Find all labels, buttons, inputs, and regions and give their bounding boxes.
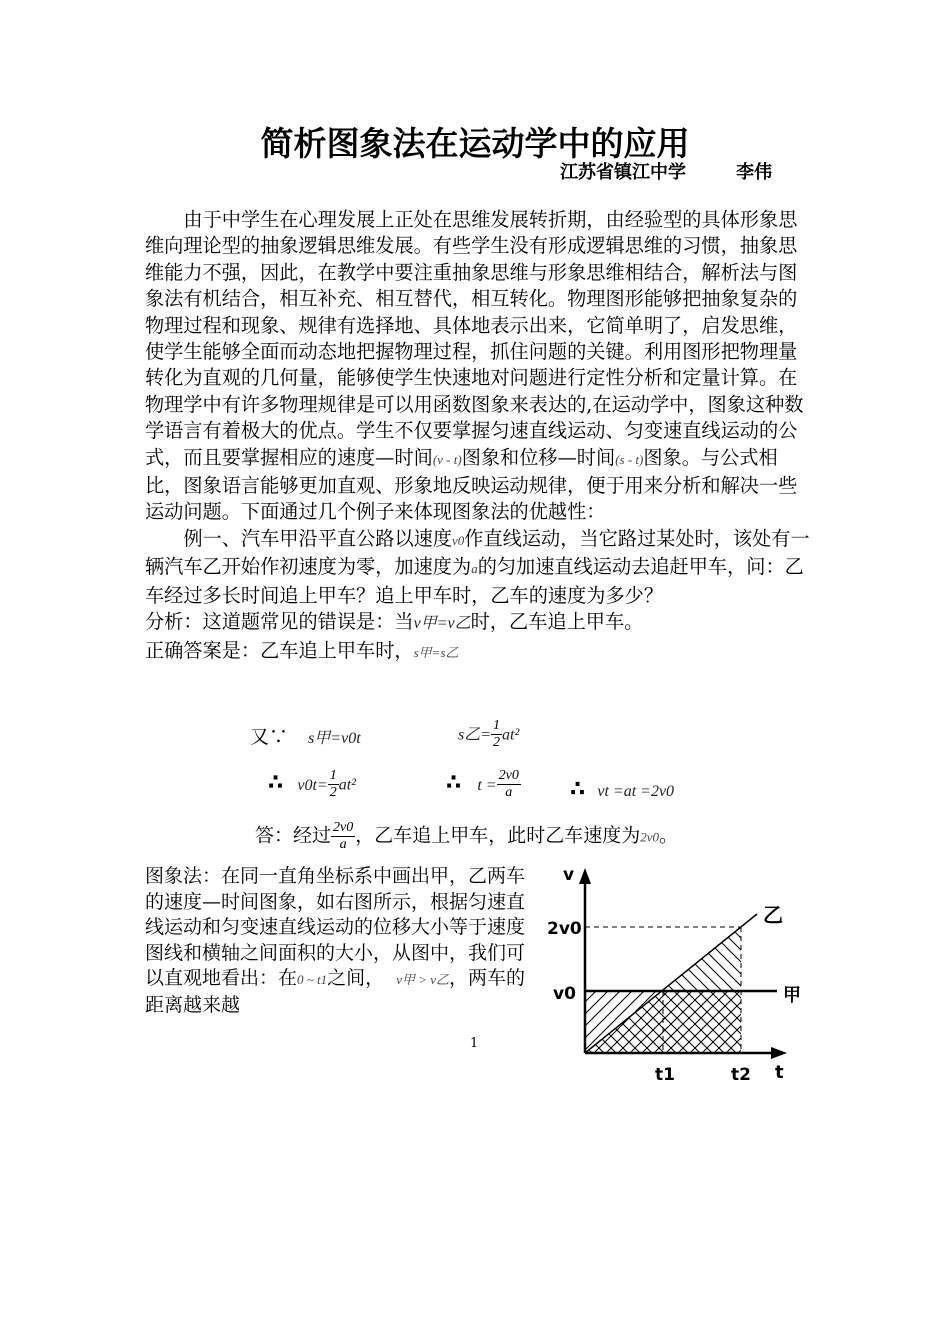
example-text-3: 的匀加速直线运动去追赶甲车，问：乙车经过多长时间追上甲车？追上甲车时，乙车的速度为多少？: [145, 555, 804, 607]
because-symbol: 又∵: [250, 726, 289, 748]
analysis-condition: v甲=v乙: [413, 615, 471, 633]
label-v0: v0: [553, 984, 576, 1004]
st-notation: (s - t): [615, 451, 644, 467]
analysis-label: 分析：这道题常见的错误是：当: [145, 610, 414, 634]
t-fraction: [497, 768, 521, 801]
at-squared-2: at²: [338, 776, 356, 794]
y-arrow-icon: [579, 868, 591, 884]
answer-prefix: 答：经过: [255, 824, 332, 847]
graph-text-lead: 图象法：在同一直角坐标系中画出甲，乙两车的速度—时间图象，如右图所示，根据匀速直线运动和匀变速直线运动的位移大小等于速度图线和横轴之间面积的大小，从图中，我们可以直观地看出：在: [145, 865, 526, 989]
v0-symbol: v0: [452, 532, 465, 548]
page-number: 1: [470, 1036, 479, 1051]
answer-fraction: [331, 820, 355, 853]
s-yi-left: s乙=: [458, 726, 492, 744]
analysis-line: [145, 609, 810, 637]
half-denominator-2: 2: [329, 785, 337, 800]
answer-mid: ，乙车追上甲车，此时乙车速度为: [355, 824, 641, 847]
half-denominator: 2: [493, 735, 501, 750]
correct-line: [145, 638, 810, 666]
half-fraction-2: [328, 768, 339, 801]
label-t2: t2: [731, 1065, 751, 1085]
at-squared: at²: [502, 726, 520, 744]
equation-row-1: [250, 722, 361, 749]
label-2v0: 2v0: [547, 919, 582, 939]
equation-s-yi: [458, 718, 519, 751]
author-line: 江苏省镇江中学 李伟: [560, 162, 773, 183]
answer-line: [255, 820, 678, 853]
graph-text-tail: ，两车的距离越来越: [145, 967, 526, 1016]
half-numerator-2: 1: [329, 768, 337, 783]
example-paragraph: [145, 526, 810, 609]
inequality-notation: v甲 > v乙: [396, 972, 450, 987]
s-jia-equation: s甲=v0t: [308, 730, 361, 747]
example-text-2: 作直线运动，当它路过某处时，该处有一辆汽车乙开始作初速度为零，加速度为: [145, 526, 810, 579]
half-numerator: 1: [493, 718, 501, 733]
vt-equation: vt =at =2v0: [597, 783, 675, 800]
equation-row-2: [268, 768, 356, 801]
t-left: t =: [477, 776, 497, 794]
analysis-tail: 时，乙车追上甲车。: [470, 610, 644, 634]
t-denominator: a: [505, 785, 513, 800]
page-title: 简析图象法在运动学中的应用: [260, 124, 690, 163]
answer-value: 2v0: [640, 829, 660, 845]
graph-paragraph: [145, 864, 537, 1018]
vt-graph: [545, 862, 815, 1087]
therefore-symbol-3: ∴: [570, 777, 586, 802]
intro-text-3: 图象。与公式相比，图象语言能够更加直观、形象地反映运动规律，便于用来分析和解决一些运动问题。下面通过几个例子来体现图象法的优越性：: [145, 445, 798, 524]
x-axis-label: t: [775, 1062, 784, 1083]
equation-t: [446, 768, 521, 801]
range-notation: 0 ~ t1: [297, 972, 328, 987]
v0t-left: v0t=: [297, 776, 328, 794]
answer-denominator: a: [339, 837, 347, 852]
label-jia: 甲: [783, 985, 801, 1006]
x-arrow-icon: [771, 1047, 787, 1059]
vt-notation: (v - t): [432, 451, 462, 467]
intro-text-1: 由于中学生在心理发展上正处在思维发展转折期，由经验型的具体形象思维向理论型的抽象逻辑思维发展。有些学生没有形成逻辑思维的习惯，抽象思维能力不强，因此，在教学中要注重抽象思维与形象思维相结合，解析法与图象法有机结合，相互补充、相互替代，相互转化。物理图形能够把抽象复杂的物理过程和现象、规律有选择地、具体地表示出来，它简单明了，启发思维，使学生能够全面而动态地把握物理过程，抓住问题的关键。利用图形把物理量转化为直观的几何量，能够使学生快速地对问题进行定性分析和定量计算。在物理学中有许多物理规律是可以用函数图象来表达的,在运动学中，图象这种数学语言有着极大的优点。学生不仅要掌握匀速直线运动、匀变速直线运动的公式，而且要掌握相应的速度—时间: [145, 208, 804, 469]
example-text-1: 例一、汽车甲沿平直公路以速度: [183, 526, 453, 550]
intro-text-2: 图象和位移—时间: [461, 445, 616, 469]
therefore-symbol-1: ∴: [268, 770, 284, 796]
answer-numerator: 2v0: [333, 820, 354, 835]
half-fraction: [491, 718, 502, 751]
equation-vt: [570, 777, 674, 802]
label-t1: t1: [655, 1065, 675, 1085]
label-yi: 乙: [763, 903, 783, 927]
answer-end: 。: [659, 824, 679, 847]
correct-condition: s甲=s乙: [413, 644, 459, 660]
a-symbol: a: [471, 561, 478, 577]
correct-label: 正确答案是：乙车追上甲车时，: [145, 638, 414, 662]
graph-text-between: 之间，: [327, 967, 385, 989]
t-numerator: 2v0: [498, 768, 519, 783]
therefore-symbol-2: ∴: [446, 770, 462, 796]
y-axis-label: v: [563, 865, 575, 885]
intro-paragraph: [145, 207, 810, 666]
